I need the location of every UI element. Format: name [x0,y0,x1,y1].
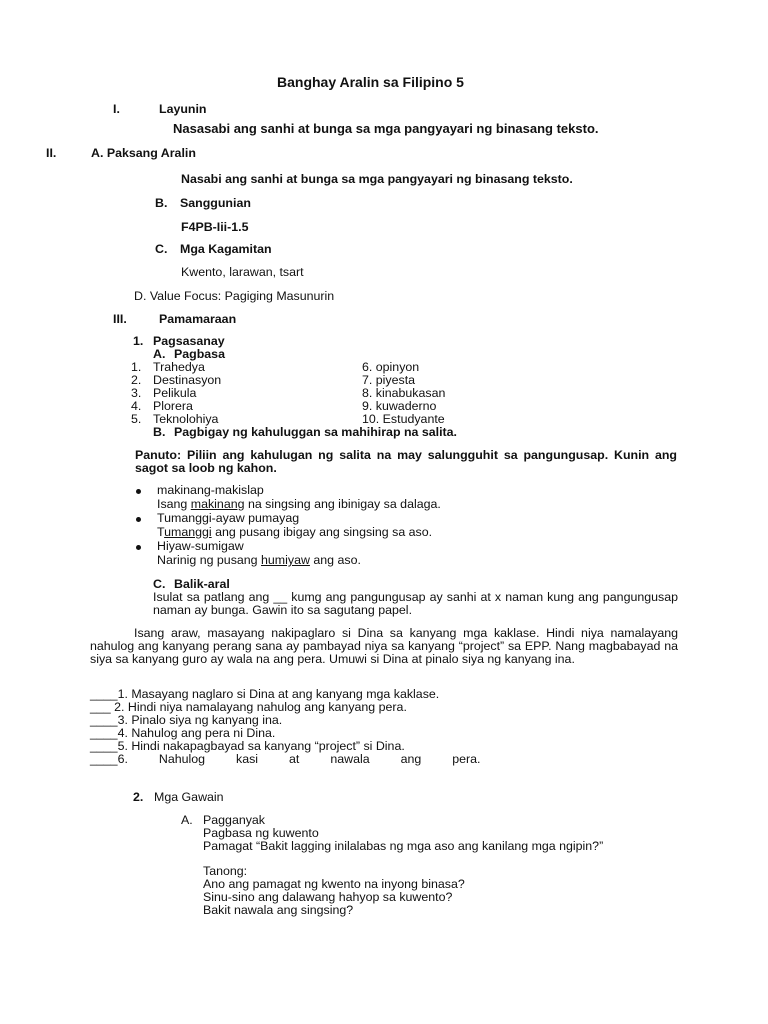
bullet-icon [136,489,141,494]
pagganyak-heading: Pagganyak [203,813,266,827]
gawain-number: 2. [133,790,144,804]
bullet-icon [136,517,141,522]
vocab-pair-1: makinang-makislap [157,483,264,497]
list-item: ____6. Nahulog kasi at nawala ang pera. [90,752,481,766]
objective-text: Nasasabi ang sanhi at bunga sa mga pangyayari ng binasang teksto. [173,121,599,136]
pagsasanay-number: 1. [133,334,144,348]
underlined-word: humiyaw [261,553,310,567]
list-item: 7. piyesta [362,373,416,387]
value-focus: D. Value Focus: Pagiging Masunurin [134,289,335,303]
kagamitan-label: C. [155,242,168,256]
question-2: Sinu-sino ang dalawang hahyop sa kuwento? [203,890,453,904]
pagbigay-heading: Pagbigay ng kahuluggan sa mahihirap na salita. [174,425,457,439]
list-item: ____4. Nahulog ang pera ni Dina. [90,726,276,740]
vocab-pair-3: Hiyaw-sumigaw [157,539,244,553]
list-item: 6. opinyon [362,360,420,374]
story-paragraph: Isang araw, masayang nakipaglaro si Dina sa kanyang mga kaklase. Hindi niya namalayang nahulog ang kanyang perang sana ay pambayad niya sa kanyang “project” sa EPP. Nang magbabayad na siya sa kanyang guro ay wala na ang pera. Umuwi si Dina at pinalo siya ng kanyang ina. [90,626,678,666]
kagamitan-text: Kwento, larawan, tsart [181,265,304,279]
question-3: Bakit nawala ang singsing? [203,903,354,917]
balik-instructions: Isulat sa patlang ang __ kumg ang pangungusap ay sanhi at x naman kung ang pangungusap naman ay bunga. Gawin ito sa sagutang papel. [153,590,678,617]
section-1-numeral: I. [113,102,120,116]
document-title: Banghay Aralin sa Filipino 5 [277,74,464,90]
vocab-sentence-3: Narinig ng pusang humiyaw ang aso. [157,553,361,567]
list-item: 8. kinabukasan [362,386,446,400]
sanggunian-heading: Sanggunian [180,196,251,210]
underlined-word: umanggi [164,525,212,539]
balik-heading: Balik-aral [174,577,230,591]
sanggunian-code: F4PB-Iii-1.5 [181,220,249,234]
pagbasa-label: A. [153,347,166,361]
lesson-plan-page: Banghay Aralin sa Filipino 5 I. Layunin Nasasabi ang sanhi at bunga sa mga pangyayari ng binasang teksto. II. A. Paksang Aralin Nasabi ang sanhi at bunga sa mga pangyayari ng binasang teksto. B. Sanggunian F4PB-Iii-1.5 C. Mga Kagamitan Kwento, larawan, tsart D. Value Focus: Pagiging Masunurin III. Pamamaraan 1. Pagsasanay A. Pagbasa 1. Trahedya 2. Destinasyon 3. Pelikula 4. Plorera 5. Teknolohiya 6. opinyon 7. piyesta 8. kinabukasan 9. kuwaderno 10. Estudyante B. Pagbigay ng kahuluggan sa mahihirap na salita. Panuto: Piliin ang kahulugan ng salita na may salungguhit sa pangungusap. Kunin ang sagot sa loob ng kahon. makinang-makislap Isang makinang na singsing ang ibinigay sa dalaga. Tumanggi-ayaw pumayag Tumanggi ang pusang ibigay ang singsing sa aso. Hiyaw-sumigaw Narinig ng pusang humiyaw ang aso. C. Balik-aral Isulat sa patlang ang __ kumg ang pangungusap ay sanhi at x naman kung ang pangungusap naman ay bunga. Gawin ito sa sagutang papel. Isang araw, masayang nakipaglaro si Dina sa kanyang mga kaklase. Hindi niya namalayang nahulog ang kanyang perang sana ay pambayad niya sa kanyang “project” sa EPP. Nang magbabayad na siya sa kanyang guro ay wala na ang pera. Umuwi si Dina at pinalo siya ng kanyang ina. ____1. Masayang naglaro si Dina at ang kanyang mga kaklase. ___ 2. Hindi niya namalayang nahulog ang kanyang pera. ____3. Pinalo siya ng kanyang ina. ____4. Nahulog ang pera ni Dina. ____5. Hindi nakapagbayad sa kanyang “project” si Dina. ____6. Nahulog kasi at nawala ang pera. 2. Mga Gawain A. Pagganyak Pagbasa ng kuwento Pamagat “Bakit lagging inilalabas ng mga aso ang kanilang mga ngipin?” Tanong: Ano ang pamagat ng kwento na inyong binasa? Sinu-sino ang dalawang hahyop sa kuwento? Bakit nawala ang singsing? [46,74,678,917]
pagsasanay-heading: Pagsasanay [153,334,225,348]
section-3-numeral: III. [113,312,127,326]
pagganyak-line-1: Pagbasa ng kuwento [203,826,319,840]
word-list-right [362,361,445,426]
vocab-sentence-1: Isang makinang na singsing ang ibinigay sa dalaga. [157,497,441,511]
underlined-word: makinang [190,497,245,511]
section-2-numeral: II. [46,146,57,160]
tanong-label: Tanong: [203,864,248,878]
panuto-text: Panuto: Piliin ang kahulugan ng salita na may salungguhit sa pangungusap. Kunin ang sagot sa loob ng kahon. [135,448,677,475]
vocab-pair-2: Tumanggi-ayaw pumayag [157,511,300,525]
sanggunian-label: B. [155,196,168,210]
list-item: 10. Estudyante [362,412,445,426]
section-3-heading: Pamamaraan [159,312,237,326]
section-1-heading: Layunin [159,102,207,116]
kagamitan-heading: Mga Kagamitan [180,242,272,256]
vocab-sentence-2: Tumanggi ang pusang ibigay ang singsing sa aso. [157,525,433,539]
pagbigay-label: B. [153,425,166,439]
balik-label: C. [153,577,166,591]
pagbasa-heading: Pagbasa [174,347,225,361]
list-item: ___ 2. Hindi niya namalayang nahulog ang kanyang pera. [90,700,407,714]
list-item: ____5. Hindi nakapagbayad sa kanyang “project” si Dina. [90,739,405,753]
bullet-icon [136,545,141,550]
list-item: ____3. Pinalo siya ng kanyang ina. [90,713,283,727]
pagganyak-label: A. [181,813,193,827]
list-item: 9. kuwaderno [362,399,437,413]
pagganyak-line-2: Pamagat “Bakit lagging inilalabas ng mga aso ang kanilang mga ngipin?” [203,839,604,853]
paksa-heading: A. Paksang Aralin [91,146,196,160]
gawain-heading: Mga Gawain [154,790,224,804]
paksa-text: Nasabi ang sanhi at bunga sa mga pangyayari ng binasang teksto. [181,172,573,186]
list-item: ____1. Masayang naglaro si Dina at ang kanyang mga kaklase. [90,687,440,701]
exercise-items [90,688,678,766]
question-1: Ano ang pamagat ng kwento na inyong binasa? [203,877,465,891]
